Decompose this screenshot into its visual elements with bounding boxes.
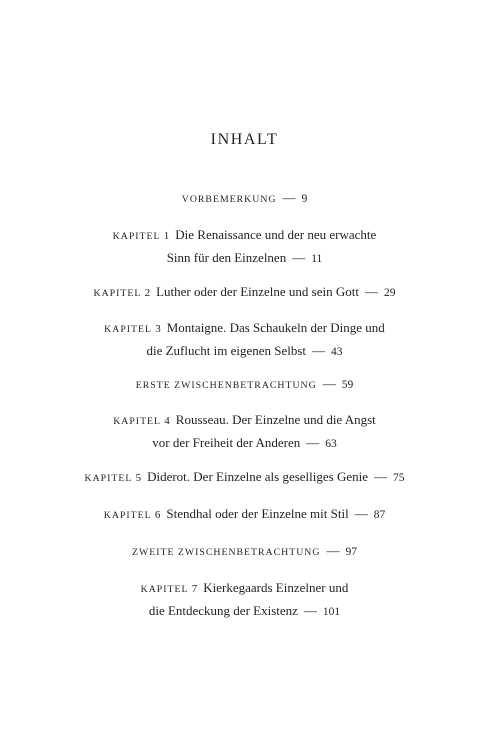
kapitel-number: 2 xyxy=(144,287,151,299)
kapitel-label: KAPITEL xyxy=(112,231,161,242)
toc-entry-kapitel-2 xyxy=(0,281,489,304)
entry-label: ZWEITE ZWISCHENBETRACHTUNG xyxy=(132,547,321,558)
dash-separator: — xyxy=(292,250,306,265)
entry-title-line-1: Stendhal oder der Einzelne mit Stil xyxy=(166,506,349,521)
kapitel-label: KAPITEL xyxy=(93,288,142,299)
kapitel-number: 4 xyxy=(164,415,170,427)
toc-entry-kapitel-7 xyxy=(0,577,489,623)
entry-title-line-2: vor der Freiheit der Anderen xyxy=(152,435,301,450)
page-number: 97 xyxy=(345,546,357,558)
kapitel-label: KAPITEL xyxy=(103,510,152,521)
page-number: 59 xyxy=(341,379,354,391)
entry-title-line-1: Luther oder der Einzelne und sein Gott xyxy=(156,284,359,299)
entry-title-line-1: Kierkegaards Einzelner und xyxy=(203,580,349,595)
dash-separator: — xyxy=(306,435,320,450)
toc-entry-erste-zwischenbetrachtung xyxy=(0,373,489,396)
kapitel-number: 5 xyxy=(135,472,142,484)
kapitel-number: 1 xyxy=(163,230,170,242)
toc-entry-kapitel-1 xyxy=(0,224,489,270)
dash-separator: — xyxy=(354,506,368,521)
page-number: 75 xyxy=(393,472,405,484)
kapitel-number: 6 xyxy=(154,509,161,521)
toc-entry-kapitel-6 xyxy=(0,503,489,526)
page-number: 11 xyxy=(311,253,323,265)
entry-title-line-2: Sinn für den Einzelnen xyxy=(166,250,287,265)
toc-entry-vorbemerkung xyxy=(0,187,489,210)
dash-separator: — xyxy=(312,343,326,358)
kapitel-number: 3 xyxy=(155,323,161,335)
kapitel-number: 7 xyxy=(191,583,198,595)
dash-separator: — xyxy=(326,543,340,558)
entry-title-line-2: die Entdeckung der Existenz xyxy=(148,603,298,618)
entry-label: ERSTE ZWISCHENBETRACHTUNG xyxy=(135,380,317,391)
toc-entry-kapitel-4 xyxy=(0,409,489,455)
entry-title-line-1: Diderot. Der Einzelne als geselliges Genie xyxy=(147,469,368,484)
page-number: 9 xyxy=(301,193,308,205)
dash-separator: — xyxy=(282,190,296,205)
entry-title-line-1: Montaigne. Das Schaukeln der Dinge und xyxy=(166,320,385,335)
dash-separator: — xyxy=(303,603,317,618)
page-number: 87 xyxy=(373,509,386,521)
entry-title-line-1: Rousseau. Der Einzelne und die Angst xyxy=(175,412,376,427)
kapitel-label: KAPITEL xyxy=(113,416,162,427)
dash-separator: — xyxy=(364,284,378,299)
kapitel-label: KAPITEL xyxy=(140,584,189,595)
page-number: 29 xyxy=(383,287,396,299)
dash-separator: — xyxy=(322,376,336,391)
entry-title-line-1: Die Renaissance und der neu erwachte xyxy=(175,227,377,242)
toc-entry-kapitel-3 xyxy=(0,317,489,363)
kapitel-label: KAPITEL xyxy=(84,473,133,484)
page-number: 101 xyxy=(322,606,341,618)
entry-title-line-2: die Zuflucht im eigenen Selbst xyxy=(146,343,307,358)
entry-label: VORBEMERKUNG xyxy=(181,194,277,205)
page-title: INHALT xyxy=(210,131,279,148)
dash-separator: — xyxy=(374,469,387,484)
toc-entry-kapitel-5 xyxy=(0,466,489,489)
page-number: 43 xyxy=(331,346,343,358)
kapitel-label: KAPITEL xyxy=(104,324,152,335)
page-number: 63 xyxy=(325,438,337,450)
toc-entry-zweite-zwischenbetrachtung xyxy=(0,540,489,563)
